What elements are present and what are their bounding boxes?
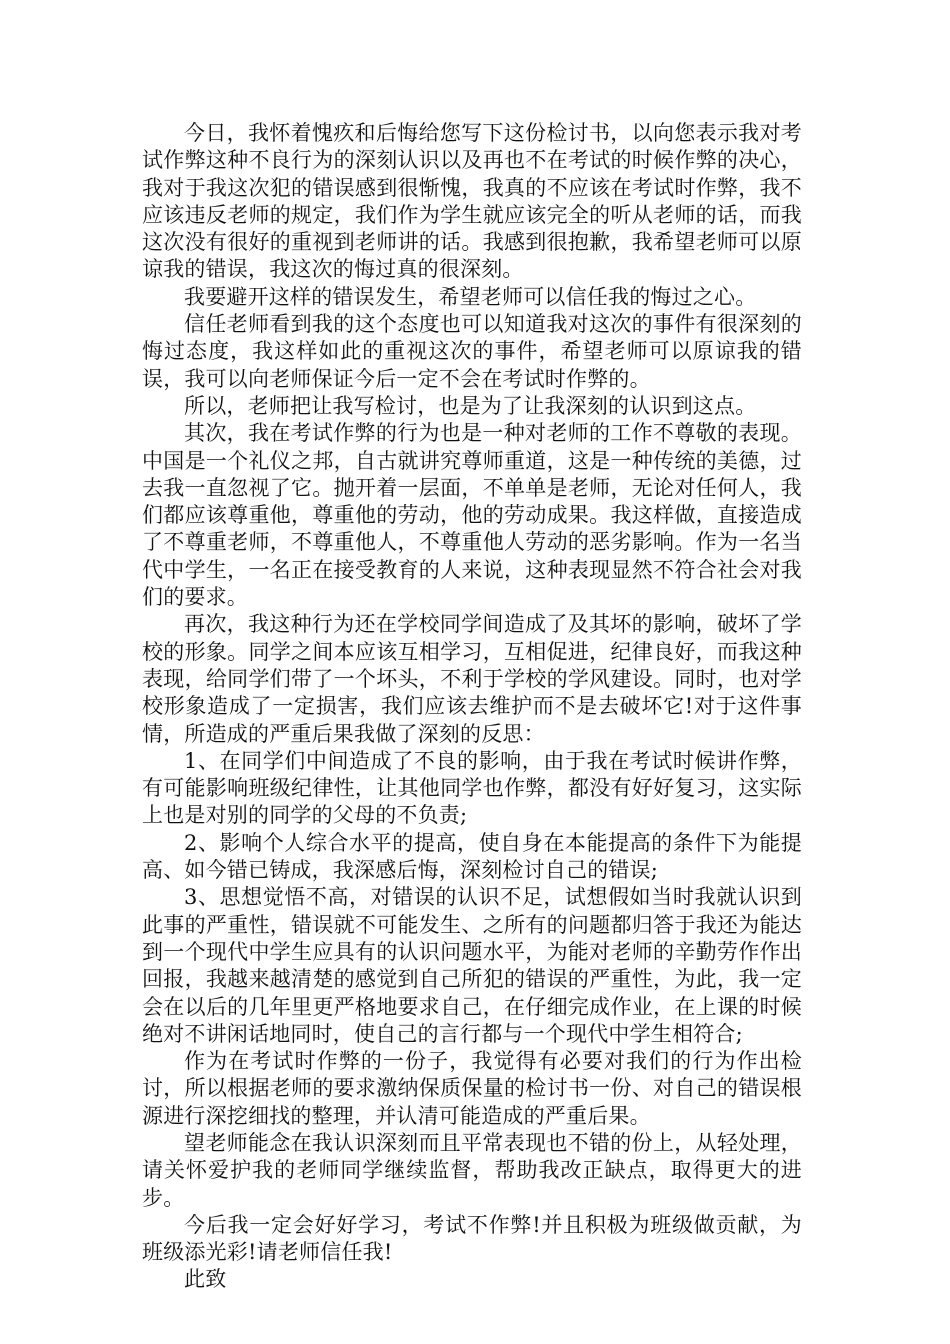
paragraph-secondly: 其次，我在考试作弊的行为也是一种对老师的工作不尊敬的表现。中国是一个礼仪之邦，自古就讲究尊师重道，这是一种传统的美德，过去我一直忽视了它。抛开着一层面，不单单是老师，无论对任何人，我们都应该尊重他，尊重他的劳动，他的劳动成果。我这样做，直接造成了不尊重老师，不尊重他人，不尊重他人劳动的恶劣影响。作为一名当代中学生，一名正在接受教育的人来说，这种表现显然不符合社会对我们的要求。 bbox=[142, 421, 802, 610]
paragraph-avoid-mistake: 我要避开这样的错误发生，希望老师可以信任我的悔过之心。 bbox=[184, 284, 757, 309]
paragraph-reflection: 作为在考试时作弊的一份子，我觉得有必要对我们的行为作出检讨，所以根据老师的要求激纳保质保量的检讨书一份、对自己的错误根源进行深挖细找的整理，并认清可能造成的严重后果。 bbox=[142, 1049, 802, 1128]
paragraph-promise: 今后我一定会好好学习，考试不作弊!并且积极为班级做贡献，为班级添光彩!请老师信任我! bbox=[142, 1212, 802, 1265]
paragraph-thirdly: 再次，我这种行为还在学校同学间造成了及其坏的影响，破坏了学校的形象。同学之间本应该互相学习，互相促进，纪律良好，而我这种表现，给同学们带了一个坏头，不利于学校的学风建设。同时，也对学校形象造成了一定损害，我们应该去维护而不是去破坏它!对于这件事情，所造成的严重后果我做了深刻的反思： bbox=[142, 612, 802, 746]
paragraph-leniency: 望老师能念在我认识深刻而且平常表现也不错的份上，从轻处理，请关怀爱护我的老师同学继续监督，帮助我改正缺点，取得更大的进步。 bbox=[142, 1130, 802, 1210]
document-body bbox=[142, 120, 802, 1294]
paragraph-point-2: 2、影响个人综合水平的提高，使自身在本能提高的条件下为能提高、如今错已铸成，我深感后悔，深刻检讨自己的错误; bbox=[142, 830, 802, 883]
paragraph-so: 所以，老师把让我写检讨，也是为了让我深刻的认识到这点。 bbox=[184, 393, 757, 418]
paragraph-trust-teacher: 信任老师看到我的这个态度也可以知道我对这次的事件有很深刻的悔过态度，我这样如此的重视这次的事件，希望老师可以原谅我的错误，我可以向老师保证今后一定不会在考试时作弊的。 bbox=[142, 312, 802, 391]
paragraph-point-3: 3、思想觉悟不高，对错误的认识不足，试想假如当时我就认识到此事的严重性，错误就不可能发生、之所有的问题都归答于我还为能达到一个现代中学生应具有的认识问题水平，为能对老师的辛勤劳作作出回报，我越来越清楚的感觉到自己所犯的错误的严重性，为此，我一定会在以后的几年里更严格地要求自己，在仔细完成作业，在上课的时候绝对不讲闲话地同时，使自己的言行都与一个现代中学生相符合; bbox=[142, 885, 802, 1046]
paragraph-intro: 今日，我怀着愧疚和后悔给您写下这份检讨书，以向您表示我对考试作弊这种不良行为的深刻认识以及再也不在考试的时候作弊的决心，我对于我这次犯的错误感到很惭愧，我真的不应该在考试时作弊，我不应该违反老师的规定，我们作为学生就应该完全的听从老师的话，而我这次没有很好的重视到老师讲的话。我感到很抱歉，我希望老师可以原谅我的错误，我这次的悔过真的很深刻。 bbox=[142, 121, 802, 282]
paragraph-point-1: 1、在同学们中间造成了不良的影响，由于我在考试时候讲作弊，有可能影响班级纪律性，让其他同学也作弊，都没有好好复习，这实际上也是对别的同学的父母的不负责; bbox=[142, 748, 802, 828]
paragraph-closing: 此致 bbox=[184, 1267, 227, 1292]
